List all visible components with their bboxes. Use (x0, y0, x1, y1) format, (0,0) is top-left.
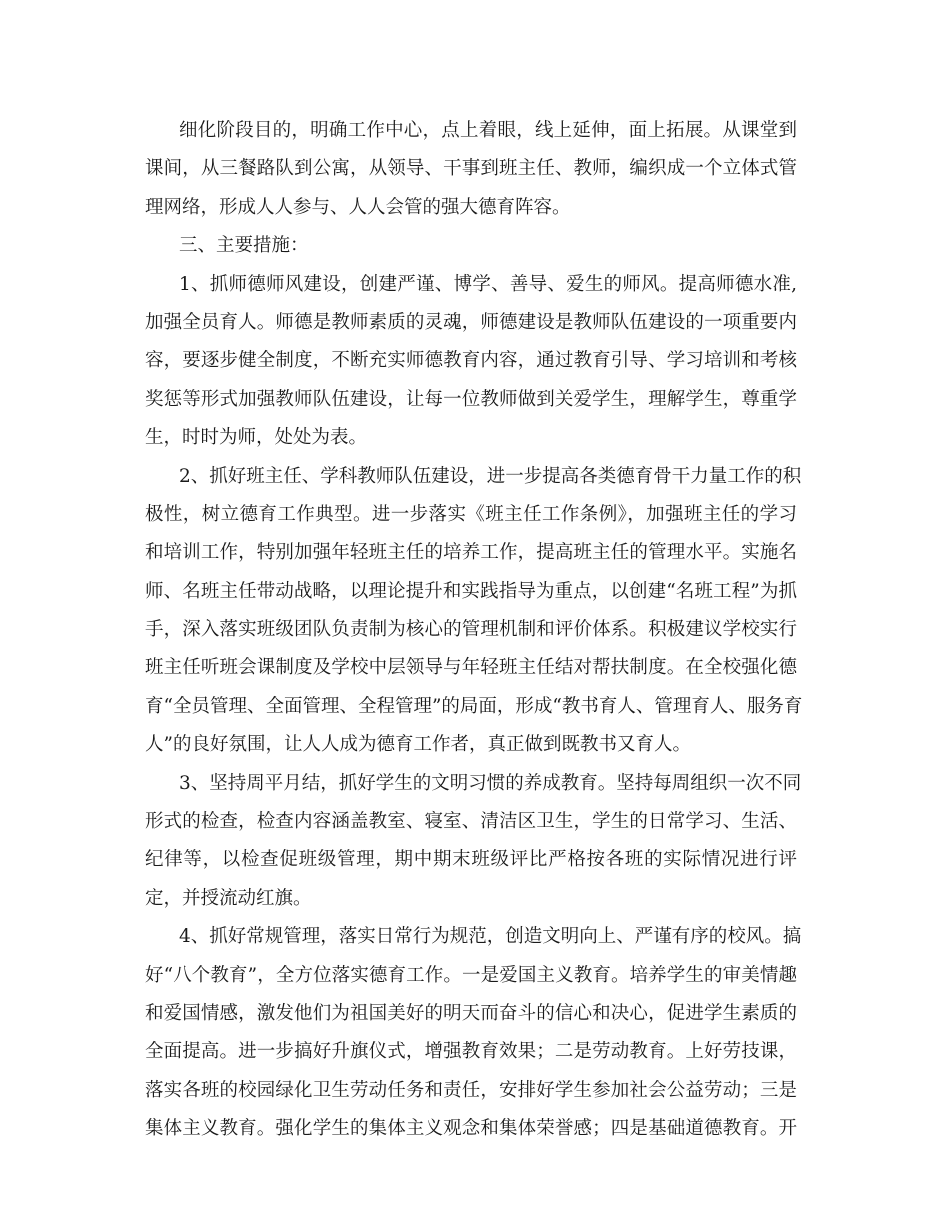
text-line: 生，时时为师，处处为表。 (145, 427, 368, 449)
text-line: 形式的检查，检查内容涵盖教室、寝室、清洁区卫生，学生的日常学习、生活、 (145, 811, 797, 833)
text-line: 课间，从三餐路队到公寓，从领导、干事到班主任、教师，编织成一个立体式管 (145, 158, 797, 180)
section-heading (145, 227, 797, 265)
text-line: 好“八个教育”，全方位落实德育工作。一是爱国主义教育。培养学生的审美情趣 (145, 964, 797, 986)
text-line: 师、名班主任带动战略，以理论提升和实践指导为重点，以创建“名班工程”为抓 (145, 580, 797, 602)
text-line: 人”的良好氛围，让人人成为德育工作者，真正做到既教书又育人。 (145, 734, 691, 756)
paragraph-p3 (145, 266, 797, 458)
text-line: 4、抓好常规管理，落实日常行为规范，创造文明向上、严谨有序的校风。搞 (179, 926, 802, 948)
text-line: 集体主义教育。强化学生的集体主义观念和集体荣誉感；四是基础道德教育。开 (145, 1118, 797, 1140)
text-line: 手，深入落实班级团队负责制为核心的管理机制和评价体系。积极建议学校实行 (145, 619, 797, 641)
text-line: 和培训工作，特别加强年轻班主任的培养工作，提高班主任的管理水平。实施名 (145, 542, 797, 564)
text-line: 3、坚持周平月结，抓好学生的文明习惯的养成教育。坚持每周组织一次不同 (179, 772, 802, 794)
paragraph-p5 (145, 765, 802, 919)
paragraph-p6 (145, 918, 802, 1148)
text-line: 极性，树立德育工作典型。进一步落实《班主任工作条例》，加强班主任的学习 (145, 503, 797, 525)
text-line: 2、抓好班主任、学科教师队伍建设，进一步提高各类德育骨干力量工作的积 (179, 465, 802, 487)
document-body (145, 112, 803, 1149)
text-line: 奖惩等形式加强教师队伍建设，让每一位教师做到关爱学生，理解学生，尊重学 (145, 388, 797, 410)
text-line: 加强全员育人。师德是教师素质的灵魂，师德建设是教师队伍建设的一项重要内 (145, 311, 797, 333)
text-line: 和爱国情感，激发他们为祖国美好的明天而奋斗的信心和决心，促进学生素质的 (145, 1002, 797, 1024)
paragraph-p4 (145, 458, 803, 765)
text-line: 纪律等，以检查促班级管理，期中期末班级评比严格按各班的实际情况进行评 (145, 849, 797, 871)
paragraph-p1 (145, 112, 797, 227)
text-line: 落实各班的校园绿化卫生劳动任务和责任，安排好学生参加社会公益劳动；三是 (145, 1079, 797, 1101)
text-line: 1、抓师德师风建设，创建严谨、博学、善导、爱生的师风。提高师德水准, (179, 273, 797, 295)
text-line: 全面提高。进一步搞好升旗仪式，增强教育效果；二是劳动教育。上好劳技课， (145, 1041, 797, 1063)
text-line: 细化阶段目的，明确工作中心，点上着眼，线上延伸，面上拓展。从课堂到 (179, 120, 797, 141)
heading-line: 三、主要措施： (179, 235, 309, 257)
text-line: 理网络，形成人人参与、人人会管的强大德育阵容。 (145, 196, 571, 218)
text-line: 班主任听班会课制度及学校中层领导与年轻班主任结对帮扶制度。在全校强化德 (145, 657, 797, 679)
text-line: 容，要逐步健全制度，不断充实师德教育内容，通过教育引导、学习培训和考核 (145, 350, 797, 372)
text-line: 育“全员管理、全面管理、全程管理”的局面，形成“教书育人、管理育人、服务育 (145, 695, 803, 717)
text-line: 定，并授流动红旗。 (145, 887, 312, 909)
